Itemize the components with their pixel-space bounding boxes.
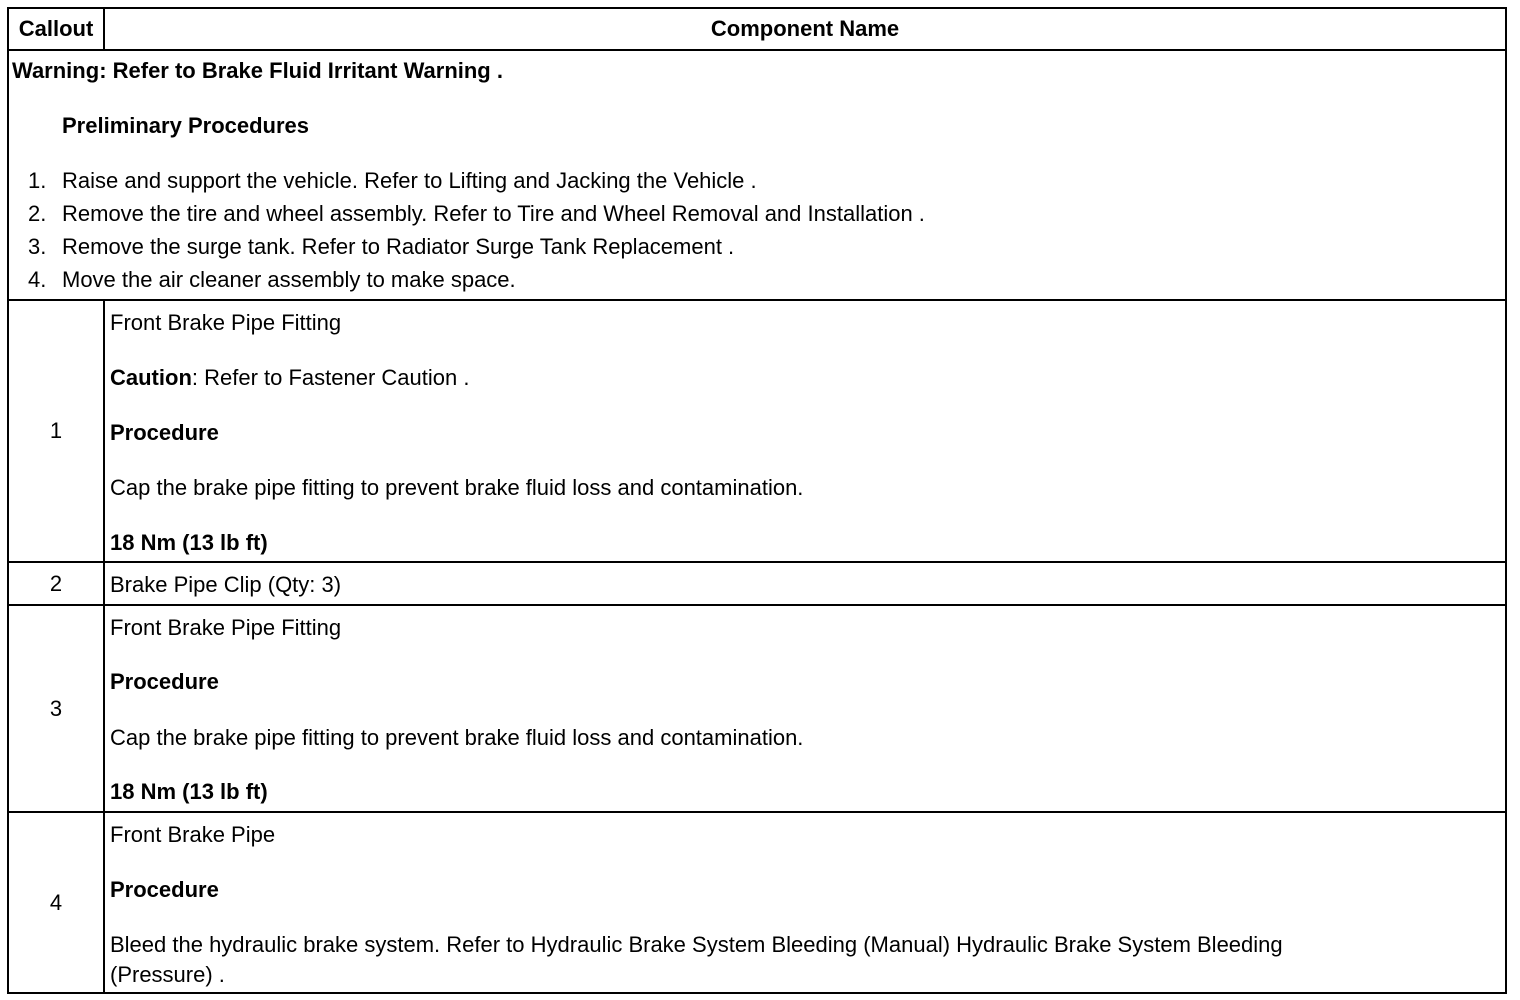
table-row <box>9 606 1505 813</box>
procedure-text: Cap the brake pipe fitting to prevent brake fluid loss and contamination. <box>110 725 804 750</box>
table-header-row <box>9 9 1505 51</box>
procedure-text[interactable]: Bleed the hydraulic brake system. Refer to Hydraulic Brake System Bleeding (Manual) Hydraulic Brake System Bleeding <box>110 932 1283 957</box>
warning-label: Warning <box>12 58 100 83</box>
step-2 <box>28 201 925 227</box>
component-name: Brake Pipe Clip (Qty: 3) <box>110 572 342 597</box>
torque-spec: 18 Nm (13 lb ft) <box>110 530 268 555</box>
step-number: 4. <box>28 267 47 292</box>
preliminary-row <box>9 51 1505 301</box>
caution-text[interactable]: : Refer to Fastener Caution . <box>191 365 470 390</box>
procedure-text-continued[interactable]: (Pressure) . <box>110 962 225 987</box>
callout-cell: 4 <box>9 813 105 992</box>
component-name: Front Brake Pipe Fitting <box>110 615 342 640</box>
callout-cell: 3 <box>9 606 105 811</box>
step-text: Move the air cleaner assembly to make space. <box>62 267 516 292</box>
torque-spec: 18 Nm (13 lb ft) <box>110 779 268 804</box>
table-row <box>9 813 1505 992</box>
preliminary-heading: Preliminary Procedures <box>62 113 310 138</box>
component-cell <box>105 813 1505 992</box>
procedure-label: Procedure <box>110 669 219 694</box>
callout-cell: 1 <box>9 301 105 561</box>
component-name: Front Brake Pipe <box>110 822 276 847</box>
component-cell <box>105 606 1505 811</box>
component-cell <box>105 301 1505 561</box>
step-text[interactable]: Remove the tire and wheel assembly. Refer to Tire and Wheel Removal and Installation . <box>62 201 925 226</box>
step-3 <box>28 234 735 260</box>
step-number: 2. <box>28 201 47 226</box>
step-1 <box>28 168 757 194</box>
step-number: 1. <box>28 168 47 193</box>
procedure-label: Procedure <box>110 877 219 902</box>
callout-cell: 2 <box>9 563 105 604</box>
procedure-table <box>7 7 1507 994</box>
warning-line <box>12 58 503 84</box>
caution-line <box>110 365 469 391</box>
caution-label: Caution <box>110 365 192 390</box>
table-row <box>9 563 1505 606</box>
step-text[interactable]: Remove the surge tank. Refer to Radiator Surge Tank Replacement . <box>62 234 735 259</box>
warning-text[interactable]: : Refer to Brake Fluid Irritant Warning . <box>99 58 503 83</box>
component-name-column-header: Component Name <box>710 16 900 41</box>
step-number: 3. <box>28 234 47 259</box>
step-text[interactable]: Raise and support the vehicle. Refer to Lifting and Jacking the Vehicle . <box>62 168 757 193</box>
component-name: Front Brake Pipe Fitting <box>110 310 342 335</box>
procedure-text: Cap the brake pipe fitting to prevent brake fluid loss and contamination. <box>110 475 804 500</box>
component-cell <box>105 563 1505 604</box>
procedure-label: Procedure <box>110 420 219 445</box>
table-row <box>9 301 1505 563</box>
step-4 <box>28 267 516 293</box>
callout-column-header: Callout <box>9 9 105 49</box>
